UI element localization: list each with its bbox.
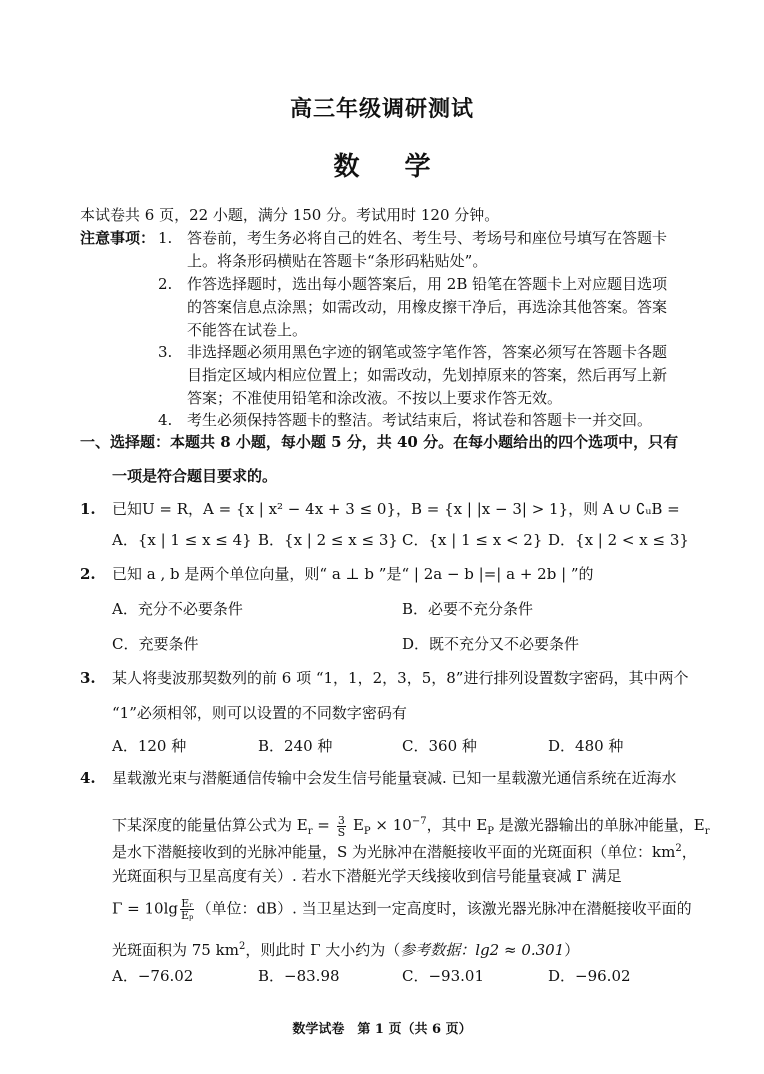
q4-line-6-text-d: ） bbox=[564, 941, 580, 959]
q4-eq: = bbox=[312, 816, 335, 834]
q4-line-2-text-e: 是激光器输出的单脉冲能量，E bbox=[494, 816, 705, 834]
q3-number: 3. bbox=[80, 669, 96, 687]
q4-option-d: D．−96.02 bbox=[548, 967, 631, 985]
notice-item-2-line-1: 作答选择题时，选出每小题答案后，用 2B 铅笔在答题卡上对应题目选项 bbox=[187, 275, 668, 293]
q4-line-5 bbox=[112, 898, 692, 921]
notice-item-3-line-2: 目指定区域内相应位置上；如需改动，先划掉原来的答案，然后再写上新 bbox=[187, 366, 668, 384]
q1-option-c: C．{x | 1 ≤ x < 2} bbox=[402, 531, 543, 549]
subject-title: 数 学 bbox=[333, 152, 449, 182]
q2-number: 2. bbox=[80, 565, 96, 583]
q3-option-a: A．120 种 bbox=[112, 737, 187, 755]
q4-number: 4. bbox=[80, 769, 96, 787]
q3-option-b: B．240 种 bbox=[258, 737, 333, 755]
notice-item-1-line-1: 答卷前，考生务必将自己的姓名、考生号、考场号和座位号填写在答题卡 bbox=[187, 229, 668, 247]
notice-label: 注意事项： bbox=[80, 229, 156, 247]
q4-sub-r2: r bbox=[704, 826, 710, 837]
q2-stem: 已知 a , b 是两个单位向量，则“ a ⊥ b ”是“ | 2a − b |=| a + 2b | ”的 bbox=[112, 565, 594, 583]
q3-option-d: D．480 种 bbox=[548, 737, 624, 755]
q4-line-2-text-a: 下某深度的能量估算公式为 E bbox=[112, 816, 308, 834]
q4-line-3-text-b: ， bbox=[681, 843, 697, 861]
q1-option-a: A．{x | 1 ≤ x ≤ 4} bbox=[112, 531, 252, 549]
section-1-heading-cont: 一项是符合题目要求的。 bbox=[112, 467, 278, 485]
q4-line-5-text-a: Γ = 10lg bbox=[112, 899, 178, 918]
q4-line-2-text-d: ，其中 E bbox=[426, 816, 488, 834]
notice-item-1-num: 1. bbox=[158, 229, 173, 247]
q4-line-3 bbox=[112, 839, 697, 862]
q4-sub-p2: P bbox=[487, 826, 495, 837]
q4-sub-r: r bbox=[307, 826, 313, 837]
q4-frac2-num: Eᵣ bbox=[181, 897, 194, 910]
notice-item-2-num: 2. bbox=[158, 275, 173, 293]
q1-option-d: D．{x | 2 < x ≤ 3} bbox=[548, 531, 689, 549]
q4-line-5-text-b: （单位：dB）. 当卫星达到一定高度时，该激光器光脉冲在潜艇接收平面的 bbox=[196, 899, 692, 918]
notice-item-2-line-3: 不能答在试卷上。 bbox=[187, 321, 308, 339]
exam-intro: 本试卷共 6 页，22 小题，满分 150 分。考试用时 120 分钟。 bbox=[80, 206, 500, 224]
q4-frac1-num: 3 bbox=[337, 813, 345, 827]
q4-fraction-3-over-s bbox=[337, 815, 347, 838]
q4-line-2 bbox=[112, 812, 710, 842]
q4-frac1-den: S bbox=[337, 825, 346, 839]
q3-stem-line-1: 某人将斐波那契数列的前 6 项 “1，1，2，3，5，8”进行排列设置数字密码，其中两个 bbox=[112, 669, 689, 687]
q4-line-1: 星载激光束与潜艇通信传输中会发生信号能量衰减. 已知一星载激光通信系统在近海水 bbox=[112, 769, 677, 787]
q2-option-a: A．充分不必要条件 bbox=[112, 600, 243, 618]
q4-reference-data: 参考数据：lg2 ≈ 0.301 bbox=[400, 941, 565, 959]
q4-line-3-text-a: 是水下潜艇接收到的光脉冲能量，S 为光脉冲在潜艇接收平面的光斑面积（单位：km bbox=[112, 843, 676, 861]
notice-item-4-num: 4. bbox=[158, 411, 173, 429]
page-footer: 数学试卷 第 1 页（共 6 页） bbox=[292, 1022, 472, 1037]
exam-title: 高三年级调研测试 bbox=[289, 96, 474, 122]
q4-line-6-exp: 2 bbox=[238, 941, 246, 952]
q4-option-c: C．−93.01 bbox=[402, 967, 484, 985]
notice-item-1-line-2: 上。将条形码横贴在答题卡“条形码粘贴处”。 bbox=[187, 252, 488, 270]
notice-item-3-num: 3. bbox=[158, 343, 173, 361]
q4-line-6 bbox=[112, 937, 579, 960]
q1-stem: 已知U = R，A = {x | x² − 4x + 3 ≤ 0}，B = {x | |x − 3| > 1}，则 A ∪ ∁ᵤB = bbox=[112, 500, 680, 518]
q4-frac2-den: Eₚ bbox=[181, 909, 194, 922]
q2-option-c: C．充要条件 bbox=[112, 635, 199, 653]
q4-line-2-text-b: E bbox=[348, 816, 364, 834]
q2-option-b: B．必要不充分条件 bbox=[402, 600, 534, 618]
q4-exp-neg7: −7 bbox=[411, 816, 427, 827]
q4-line-3-exp: 2 bbox=[675, 843, 682, 854]
q1-number: 1. bbox=[80, 500, 96, 518]
q4-option-a: A．−76.02 bbox=[112, 967, 194, 985]
section-1-heading: 一、选择题：本题共 8 小题，每小题 5 分，共 40 分。在每小题给出的四个选项中，只有 bbox=[80, 433, 679, 451]
notice-item-2-line-2: 的答案信息点涂黑；如需改动，用橡皮擦干净后，再选涂其他答案。答案 bbox=[187, 298, 668, 316]
q4-line-2-text-c: × 10 bbox=[370, 816, 412, 834]
notice-item-3-line-3: 答案；不准使用铅笔和涂改液。不按以上要求作答无效。 bbox=[187, 389, 563, 407]
notice-item-3-line-1: 非选择题必须用黑色字迹的钢笔或签字笔作答，答案必须写在答题卡各题 bbox=[187, 343, 668, 361]
q4-fraction-er-over-ep bbox=[180, 898, 194, 921]
notice-item-4-line-1: 考生必须保持答题卡的整洁。考试结束后，将试卷和答题卡一并交回。 bbox=[187, 411, 653, 429]
q2-option-d: D．既不充分又不必要条件 bbox=[402, 635, 580, 653]
q4-option-b: B．−83.98 bbox=[258, 967, 340, 985]
q4-line-4: 光斑面积与卫星高度有关）. 若水下潜艇光学天线接收到信号能量衰减 Γ 满足 bbox=[112, 867, 622, 885]
q4-line-6-text-b: ，则此时 Γ 大小约为（ bbox=[245, 941, 401, 959]
q3-option-c: C．360 种 bbox=[402, 737, 477, 755]
q3-stem-line-2: “1”必须相邻，则可以设置的不同数字密码有 bbox=[112, 704, 407, 722]
q1-option-b: B．{x | 2 ≤ x ≤ 3} bbox=[258, 531, 398, 549]
q4-sub-p: P bbox=[363, 826, 371, 837]
q4-line-6-text-a: 光斑面积为 75 km bbox=[112, 941, 239, 959]
